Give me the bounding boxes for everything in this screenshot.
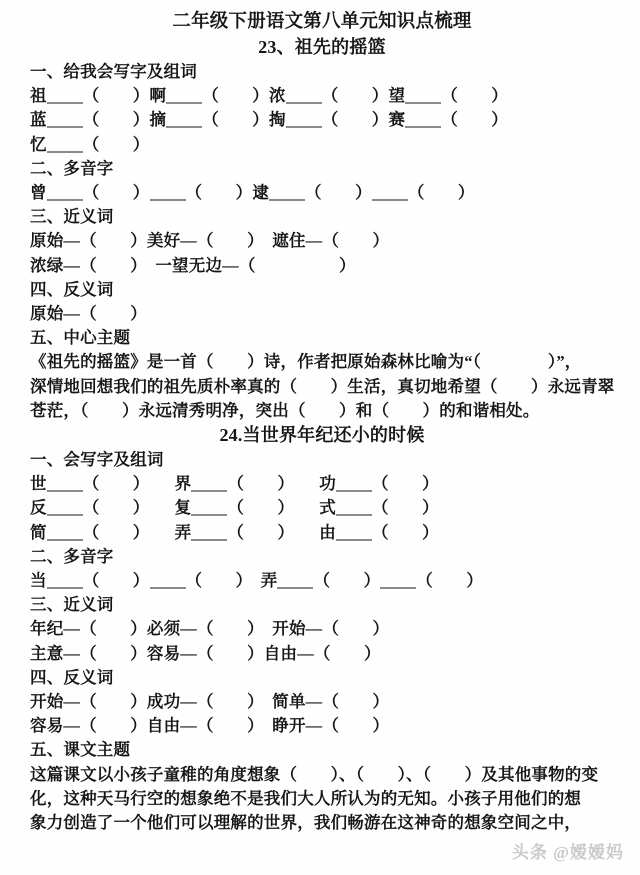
fill-in-blank bbox=[286, 112, 322, 128]
worksheet-line: 《祖先的摇篮》是一首（ ）诗，作者把原始森林比喻为“（ ）”， bbox=[30, 352, 582, 372]
worksheet-line: 祖 （ ）啊 （ ）浓 （ ）望 （ ） bbox=[30, 86, 509, 106]
section-heading: 一、给我会写字及组词 bbox=[30, 62, 197, 81]
document-title: 二年级下册语文第八单元知识点梳理 bbox=[172, 12, 472, 32]
fill-in-blank bbox=[150, 573, 186, 589]
fill-in-blank bbox=[47, 185, 83, 201]
worksheet-line: 化，这种天马行空的想象绝不是我们大人所认为的无知。小孩子用他们的想 bbox=[30, 788, 582, 808]
section-heading: 二、多音字 bbox=[30, 158, 114, 178]
worksheet-line: 浓绿—（ ） 一望无边—（ ） bbox=[30, 255, 356, 275]
fill-in-blank bbox=[336, 525, 372, 541]
worksheet-line: 世 （ ） 界 （ ） 功 （ ） bbox=[30, 474, 439, 494]
worksheet-line: 年纪—（ ）必须—（ ） 开始—（ ） bbox=[30, 619, 390, 639]
fill-in-blank bbox=[47, 476, 83, 492]
section-heading: 五、课文主题 bbox=[30, 740, 131, 760]
worksheet-line: 曾 （ ） （ ）逮 （ ） （ ） bbox=[30, 183, 475, 203]
fill-in-blank bbox=[47, 88, 83, 104]
worksheet-line: 忆 （ ） bbox=[30, 134, 150, 154]
fill-in-blank bbox=[166, 88, 202, 104]
fill-in-blank bbox=[336, 476, 372, 492]
section-heading: 一、会写字及组词 bbox=[30, 450, 164, 470]
fill-in-blank bbox=[269, 185, 305, 201]
worksheet-line: 主意—（ ）容易—（ ）自由—（ ） bbox=[30, 643, 381, 663]
worksheet-line: 当 （ ） （ ） 弄 （ ） （ ） bbox=[30, 571, 484, 591]
fill-in-blank bbox=[47, 525, 83, 541]
lessons-container bbox=[30, 35, 614, 835]
fill-in-blank bbox=[405, 88, 441, 104]
worksheet-line: 象力创造了一个他们可以理解的世界，我们畅游在这神奇的想象空间之中， bbox=[30, 813, 582, 833]
fill-in-blank bbox=[336, 500, 372, 516]
section-heading: 三、近义词 bbox=[30, 207, 114, 227]
worksheet-line: 苍茫，（ ）永远清秀明净，突出（ ）和（ ）的和谐相处。 bbox=[30, 400, 540, 420]
fill-in-blank bbox=[150, 185, 186, 201]
section-heading: 四、反义词 bbox=[30, 667, 114, 687]
section-heading: 三、近义词 bbox=[30, 595, 114, 615]
worksheet-line: 原始—（ ） bbox=[30, 304, 147, 324]
fill-in-blank bbox=[191, 500, 227, 516]
worksheet-line: 容易—（ ）自由—（ ） 睁开—（ ） bbox=[30, 716, 390, 736]
worksheet-line: 深情地回想我们的祖先质朴率真的（ ）生活，真切地希望（ ）永远青翠 bbox=[30, 376, 615, 396]
worksheet-line: 简 （ ） 弄 （ ） 由 （ ） bbox=[30, 522, 439, 542]
fill-in-blank bbox=[372, 185, 408, 201]
fill-in-blank bbox=[166, 112, 202, 128]
fill-in-blank bbox=[191, 476, 227, 492]
watermark-text: 头条 @嫒嫒妈 bbox=[511, 843, 624, 862]
fill-in-blank bbox=[286, 88, 322, 104]
fill-in-blank bbox=[47, 500, 83, 516]
fill-in-blank bbox=[277, 573, 313, 589]
fill-in-blank bbox=[380, 573, 416, 589]
fill-in-blank bbox=[47, 112, 83, 128]
section-heading: 二、多音字 bbox=[30, 546, 114, 566]
worksheet-line: 原始—（ ）美好—（ ） 遮住—（ ） bbox=[30, 231, 390, 251]
worksheet-line: 开始—（ ）成功—（ ） 简单—（ ） bbox=[30, 692, 390, 712]
lesson-heading: 23、祖先的摇篮 bbox=[258, 37, 386, 57]
fill-in-blank bbox=[191, 525, 227, 541]
worksheet-line: 反 （ ） 复 （ ） 式 （ ） bbox=[30, 498, 439, 518]
fill-in-blank bbox=[405, 112, 441, 128]
worksheet-line: 这篇课文以小孩子童稚的角度想象（ ）、（ ）、（ ）及其他事物的变 bbox=[30, 764, 599, 784]
section-heading: 五、中心主题 bbox=[30, 328, 131, 348]
section-heading: 四、反义词 bbox=[30, 279, 114, 299]
worksheet-line: 蓝 （ ）摘 （ ）掏 （ ）赛 （ ） bbox=[30, 110, 509, 130]
fill-in-blank bbox=[47, 137, 83, 153]
fill-in-blank bbox=[47, 573, 83, 589]
lesson-heading: 24.当世界年纪还小的时候 bbox=[219, 425, 425, 446]
